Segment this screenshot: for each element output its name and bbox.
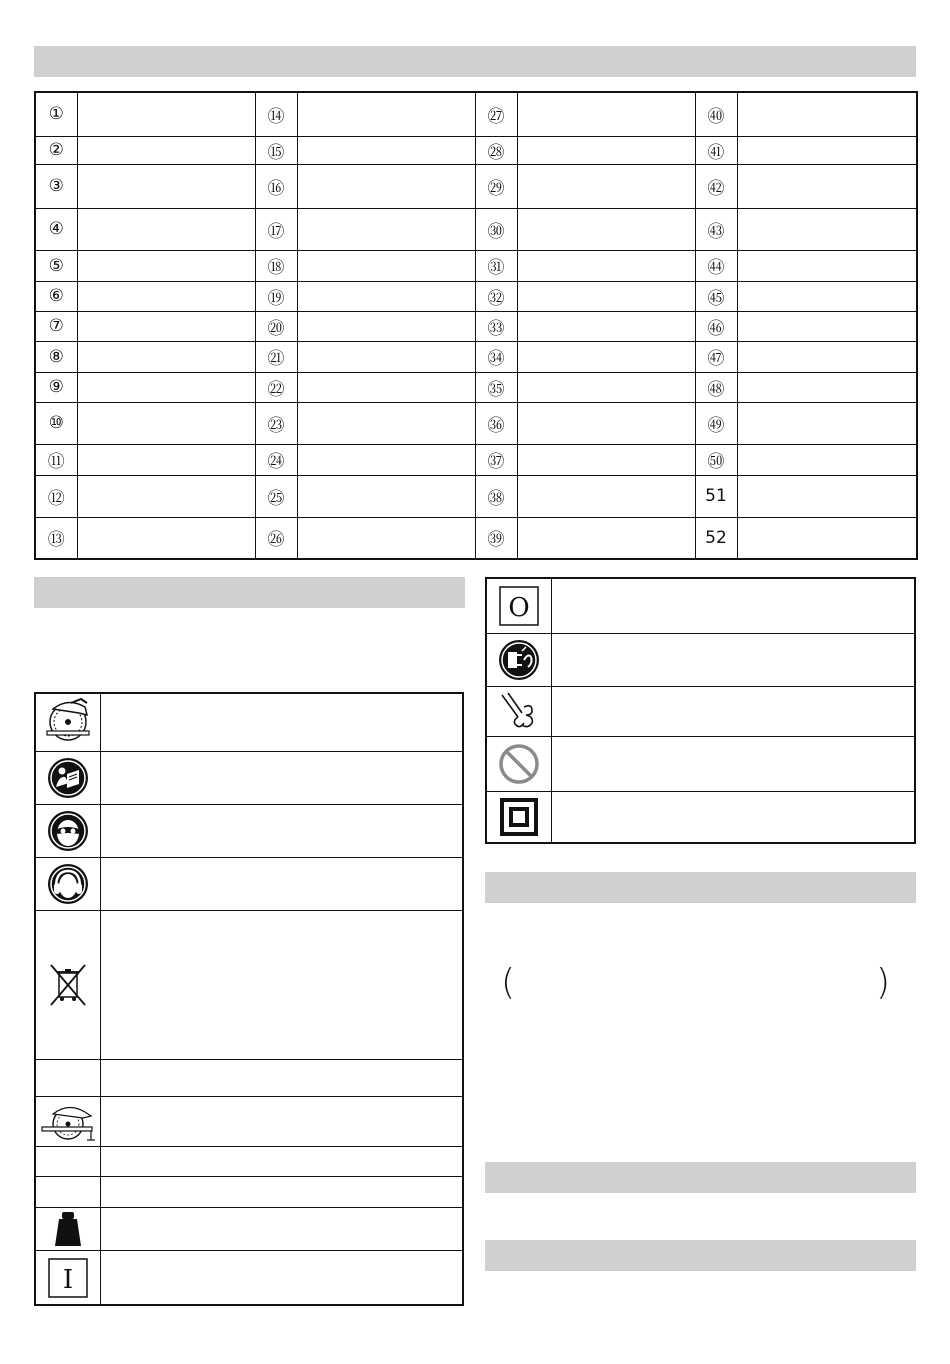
part-name (77, 208, 255, 250)
part-name (77, 402, 255, 444)
dust-warning-icon (498, 691, 540, 731)
symbol-description (552, 578, 916, 633)
part-name (517, 250, 695, 281)
right-bracket-mark: ) (876, 962, 891, 1003)
part-number: ④ (35, 208, 77, 250)
part-number: ㊷ (695, 164, 737, 208)
section-header-bar-right-3 (485, 1240, 916, 1271)
symbol-description (552, 686, 916, 736)
parts-row (35, 250, 917, 281)
part-name (297, 372, 475, 402)
symbol-row (35, 1147, 463, 1177)
part-number: ⑯ (255, 164, 297, 208)
part-number: ㊴ (475, 517, 517, 559)
symbol-row (35, 1097, 463, 1147)
part-number: ㉟ (475, 372, 517, 402)
part-number: ㉘ (475, 136, 517, 164)
part-name (737, 136, 917, 164)
part-number: 52 (695, 517, 737, 559)
part-number: ⑦ (35, 311, 77, 341)
symbol-row (35, 1208, 463, 1251)
part-name (517, 281, 695, 311)
parts-row (35, 341, 917, 372)
part-name (297, 164, 475, 208)
symbol-icon-cell (35, 1147, 101, 1177)
eye-protection-icon (47, 810, 89, 852)
symbol-row (35, 857, 463, 910)
part-name (77, 164, 255, 208)
part-number: ㉖ (255, 517, 297, 559)
part-number: ① (35, 92, 77, 136)
part-name (737, 475, 917, 517)
part-number: ㉞ (475, 341, 517, 372)
weight-icon (53, 1210, 83, 1248)
part-number: ③ (35, 164, 77, 208)
part-number: ㊵ (695, 92, 737, 136)
symbol-description (101, 857, 464, 910)
part-name (737, 92, 917, 136)
weee-bin-icon (48, 963, 88, 1007)
part-name (297, 311, 475, 341)
symbol-row (486, 633, 915, 686)
section-header-bar-right-2 (485, 1162, 916, 1193)
part-number: ⑪ (35, 444, 77, 475)
part-number: ㊾ (695, 402, 737, 444)
part-number: ㊲ (475, 444, 517, 475)
symbol-description (552, 736, 916, 791)
symbol-description (101, 1147, 464, 1177)
symbol-description (552, 791, 916, 843)
part-number: ㉝ (475, 311, 517, 341)
part-number: 51 (695, 475, 737, 517)
left-bracket-mark: ( (501, 962, 516, 1003)
part-name (77, 311, 255, 341)
part-name (297, 250, 475, 281)
part-number: ㊹ (695, 250, 737, 281)
prohibited-icon (498, 743, 540, 785)
part-number: ㊸ (695, 208, 737, 250)
symbol-description (101, 804, 464, 857)
switch-on-icon (47, 1257, 89, 1299)
part-name (517, 444, 695, 475)
part-name (517, 341, 695, 372)
part-name (517, 92, 695, 136)
parts-row (35, 311, 917, 341)
part-number: ㊽ (695, 372, 737, 402)
part-number: ⑤ (35, 250, 77, 281)
parts-row (35, 164, 917, 208)
symbol-row (35, 1177, 463, 1208)
part-number: ⑲ (255, 281, 297, 311)
symbol-icon-cell (35, 693, 101, 751)
part-name (297, 475, 475, 517)
part-name (737, 402, 917, 444)
switch-off-label: O (508, 592, 530, 623)
part-name (77, 136, 255, 164)
part-name (77, 92, 255, 136)
symbol-icon-cell (35, 910, 101, 1059)
disconnect-plug-icon (498, 639, 540, 681)
part-number: ⑬ (35, 517, 77, 559)
part-number: ② (35, 136, 77, 164)
part-number: ⑥ (35, 281, 77, 311)
symbol-row (35, 693, 463, 751)
part-name (297, 402, 475, 444)
symbol-row (35, 1060, 463, 1097)
part-name (737, 341, 917, 372)
symbol-icon-cell (486, 578, 552, 633)
symbol-icon-cell (35, 1251, 101, 1305)
part-number: ⑧ (35, 341, 77, 372)
symbol-icon-cell (35, 804, 101, 857)
section-header-bar-symbols (34, 577, 465, 608)
part-name (517, 136, 695, 164)
parts-row (35, 444, 917, 475)
parts-row (35, 92, 917, 136)
symbol-icon-cell (35, 1060, 101, 1097)
part-name (297, 341, 475, 372)
symbol-description (101, 910, 464, 1059)
symbol-row (486, 578, 915, 633)
symbol-icon-cell (486, 736, 552, 791)
part-number: ㊻ (695, 311, 737, 341)
switch-off-icon (498, 585, 540, 627)
part-number: ⑱ (255, 250, 297, 281)
part-name (517, 475, 695, 517)
symbol-description (101, 1060, 464, 1097)
symbols-table-right (485, 577, 916, 844)
part-number: ㉒ (255, 372, 297, 402)
part-number: ⑨ (35, 372, 77, 402)
ear-protection-icon (47, 863, 89, 905)
part-name (77, 517, 255, 559)
part-number: ㉕ (255, 475, 297, 517)
parts-table (34, 91, 918, 560)
parts-row (35, 281, 917, 311)
part-number: ㊱ (475, 402, 517, 444)
part-number: ㊼ (695, 341, 737, 372)
part-name (297, 444, 475, 475)
part-name (77, 281, 255, 311)
part-number: ⑮ (255, 136, 297, 164)
part-name (297, 517, 475, 559)
symbol-row (35, 804, 463, 857)
part-name (517, 402, 695, 444)
part-name (737, 444, 917, 475)
section-header-bar-parts (34, 46, 916, 77)
symbol-description (101, 1177, 464, 1208)
part-number: ⑳ (255, 311, 297, 341)
symbol-row (486, 791, 915, 843)
parts-row (35, 475, 917, 517)
symbol-icon-cell (486, 686, 552, 736)
part-name (517, 164, 695, 208)
part-number: ㉚ (475, 208, 517, 250)
symbol-description (101, 1208, 464, 1251)
part-name (77, 341, 255, 372)
symbol-icon-cell (486, 791, 552, 843)
part-name (297, 208, 475, 250)
symbol-icon-cell (486, 633, 552, 686)
part-name (517, 208, 695, 250)
symbol-description (101, 1097, 464, 1147)
part-name (737, 250, 917, 281)
symbol-row (35, 751, 463, 804)
switch-on-label: I (62, 1264, 74, 1295)
symbol-description (552, 633, 916, 686)
part-name (737, 372, 917, 402)
symbol-description (101, 1251, 464, 1305)
part-name (737, 517, 917, 559)
part-number: ⑰ (255, 208, 297, 250)
part-number: ㉓ (255, 402, 297, 444)
symbol-description (101, 693, 464, 751)
part-number: ㉔ (255, 444, 297, 475)
part-name (737, 311, 917, 341)
symbols-table-left (34, 692, 464, 1306)
part-name (77, 444, 255, 475)
symbol-row (486, 686, 915, 736)
part-name (517, 372, 695, 402)
saw-cutting-depth-icon (39, 1100, 97, 1144)
part-name (737, 281, 917, 311)
symbol-row (486, 736, 915, 791)
part-number: ㊿ (695, 444, 737, 475)
part-number: ㉜ (475, 281, 517, 311)
symbol-icon-cell (35, 857, 101, 910)
symbol-row (35, 910, 463, 1059)
part-number: ㉑ (255, 341, 297, 372)
part-name (77, 372, 255, 402)
part-number: ⑭ (255, 92, 297, 136)
symbol-icon-cell (35, 751, 101, 804)
symbol-icon-cell (35, 1208, 101, 1251)
part-name (297, 136, 475, 164)
circular-saw-icon (41, 695, 95, 749)
symbol-icon-cell (35, 1177, 101, 1208)
part-number: ㉗ (475, 92, 517, 136)
part-name (297, 92, 475, 136)
part-number: ㉛ (475, 250, 517, 281)
part-number: ⑩ (35, 402, 77, 444)
part-name (737, 208, 917, 250)
symbol-icon-cell (35, 1097, 101, 1147)
part-name (77, 250, 255, 281)
part-number: ㊶ (695, 136, 737, 164)
part-name (517, 517, 695, 559)
class-ii-icon (499, 797, 539, 837)
parts-row (35, 372, 917, 402)
part-number: ㊺ (695, 281, 737, 311)
part-name (77, 475, 255, 517)
symbol-row (35, 1251, 463, 1305)
part-number: ㉙ (475, 164, 517, 208)
part-name (517, 311, 695, 341)
section-header-bar-right-1 (485, 872, 916, 903)
part-number: ⑫ (35, 475, 77, 517)
symbol-description (101, 751, 464, 804)
parts-row (35, 517, 917, 559)
part-name (297, 281, 475, 311)
parts-row (35, 208, 917, 250)
part-number: ㊳ (475, 475, 517, 517)
part-name (737, 164, 917, 208)
parts-row (35, 136, 917, 164)
read-manual-icon (47, 757, 89, 799)
parts-row (35, 402, 917, 444)
